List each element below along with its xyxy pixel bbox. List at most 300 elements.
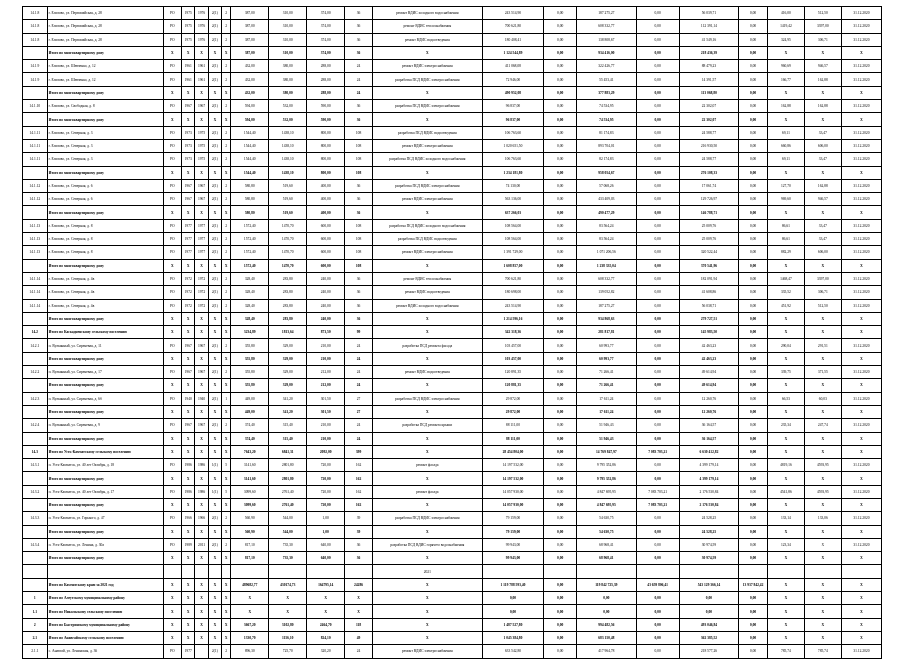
table-cell: 31.12.2020	[841, 153, 881, 166]
table-cell: X	[222, 405, 231, 418]
table-cell: 430174,73	[269, 578, 307, 591]
table-cell: 24	[345, 379, 373, 392]
table-cell: 640,00	[307, 552, 345, 565]
table-cell: 120 891,35	[482, 366, 544, 379]
table-cell: 0,00	[636, 259, 679, 272]
table-cell: 5	[222, 485, 231, 498]
table-cell: 544,00	[269, 525, 307, 538]
table-cell: X	[195, 352, 208, 365]
table-cell: г. Елизово, ул. Свободная, д. 8	[47, 100, 163, 113]
table-cell: X	[804, 113, 841, 126]
table-cell: X	[195, 166, 208, 179]
table-cell: X	[767, 113, 804, 126]
table-cell: 0,00	[636, 631, 679, 644]
table-cell: X	[372, 206, 482, 219]
table-cell: 3141,60	[231, 472, 269, 485]
table-cell: X	[222, 472, 231, 485]
table-cell: 0,00	[636, 352, 679, 365]
table-cell: 14.1.8	[23, 7, 48, 20]
table-cell: 2021	[372, 565, 482, 578]
table-row	[23, 565, 882, 578]
table-cell: X	[372, 432, 482, 445]
table-cell: разработка ПСД ВДИС электроснабжения	[372, 73, 482, 86]
table-cell	[231, 565, 269, 578]
table-cell: 329,00	[269, 379, 307, 392]
table-cell: г. Елизово, ул. Шевченко, д. 12	[47, 60, 163, 73]
table-cell: 2(1)	[208, 366, 221, 379]
table-cell: РО	[163, 153, 181, 166]
table-cell: 4593,95	[804, 485, 841, 498]
table-cell: 532,00	[269, 113, 307, 126]
table-cell: 0,00	[636, 286, 679, 299]
table-cell: разработка ПСД ремонта фасада	[372, 339, 482, 352]
table-cell: 31.12.2020	[841, 246, 881, 259]
table-cell: 288,00	[307, 60, 345, 73]
table-cell: 817,10	[231, 552, 269, 565]
table-cell: 2(1)	[208, 512, 221, 525]
table-cell: 934 416,00	[577, 46, 637, 59]
table-cell: 14 769 847,97	[577, 445, 637, 458]
table-cell: X	[163, 326, 181, 339]
table-cell: 328,40	[231, 312, 269, 325]
table-cell: 1967	[182, 339, 195, 352]
table-cell: 2	[222, 7, 231, 20]
table-cell: X	[163, 312, 181, 325]
table-cell: РО	[163, 193, 181, 206]
table-cell: 0,00	[544, 219, 577, 232]
table-cell: 120 881,35	[482, 379, 544, 392]
table-row	[23, 339, 882, 352]
table-cell: X	[195, 326, 208, 339]
table-cell: 96 837,00	[482, 113, 544, 126]
table-cell: 31.12.2020	[841, 512, 881, 525]
table-cell: 0,00	[739, 193, 768, 206]
table-cell: 36	[345, 272, 373, 285]
table-cell: X	[163, 578, 181, 591]
table-cell: разработка ПСД ВДИС горячего водоснабжения	[372, 538, 482, 551]
table-cell: 0,00	[739, 46, 768, 59]
table-cell: 14.2.3	[23, 392, 48, 405]
table-row	[23, 392, 882, 405]
table-cell: с. Анавгай, ул. Ленинская, д. 36	[47, 645, 163, 658]
table-row	[23, 618, 882, 631]
table-cell: X	[804, 259, 841, 272]
table-cell: X	[222, 113, 231, 126]
table-cell: 9 795 352,86	[577, 472, 637, 485]
table-cell: X	[182, 352, 195, 365]
table-cell: 24	[345, 419, 373, 432]
table-cell: 2	[222, 233, 231, 246]
table-cell: X	[208, 525, 221, 538]
table-cell: Итого по Усть-Камчатскому сельскому поселению	[47, 445, 163, 458]
table-cell: 563 136,00	[482, 193, 544, 206]
table-cell: 1 020 651,50	[482, 139, 544, 152]
table-cell	[47, 565, 163, 578]
table-cell: 1940	[182, 392, 195, 405]
table-cell: X	[208, 592, 221, 605]
table-cell: 2(1)	[208, 286, 221, 299]
table-cell: 281 817,81	[577, 326, 637, 339]
table-cell: 3141,60	[231, 459, 269, 472]
table-cell: X	[195, 592, 208, 605]
table-cell: 0,00	[544, 631, 577, 644]
table-cell: 0,00	[739, 392, 768, 405]
table-cell: 0,00	[544, 578, 577, 591]
table-cell: г. Елизово, ул. Северная, д. 6	[47, 193, 163, 206]
table-row	[23, 552, 882, 565]
table-cell: 82 174,83	[577, 153, 637, 166]
table-cell: 0,00	[739, 459, 768, 472]
table-cell: 0,00	[544, 445, 577, 458]
table-cell: 1989	[182, 538, 195, 551]
table-cell: РО	[163, 538, 181, 551]
table-cell	[23, 565, 48, 578]
table-cell: X	[208, 631, 221, 644]
table-cell: 0,00	[544, 405, 577, 418]
table-cell: 243 514,90	[482, 299, 544, 312]
table-cell: ремонт ВДИС электроснабжения	[372, 60, 482, 73]
table-cell: г. Елизово, ул. Северная, д. 3	[47, 139, 163, 152]
table-cell: 2	[222, 100, 231, 113]
table-cell: 0,00	[739, 405, 768, 418]
table-cell: 339,75	[767, 366, 804, 379]
table-cell	[23, 472, 48, 485]
table-row	[23, 432, 882, 445]
table-cell: Итого по многоквартирному дому	[47, 498, 163, 511]
table-cell: 785,74	[767, 645, 804, 658]
table-cell: 31.12.2020	[841, 392, 881, 405]
table-cell: X	[208, 352, 221, 365]
table-cell: 24	[345, 645, 373, 658]
table-cell: 800,00	[307, 166, 345, 179]
table-cell: 896,30	[231, 645, 269, 658]
table-cell: X	[767, 432, 804, 445]
table-cell: X	[841, 352, 881, 365]
table-cell: 1967	[182, 366, 195, 379]
table-cell: 2	[222, 366, 231, 379]
table-cell: 519,60	[269, 193, 307, 206]
table-cell: 7 083 703,21	[636, 498, 679, 511]
table-cell: 2(1)	[208, 33, 221, 46]
table-cell: ремонт ВДИС электроснабжения	[372, 139, 482, 152]
table-cell: 0,00	[739, 100, 768, 113]
table-cell: г. Елизово, ул. Северная, д. 6	[47, 179, 163, 192]
table-cell: 180 408,41	[482, 33, 544, 46]
table-cell: X	[372, 326, 482, 339]
table-cell: 0,00	[544, 206, 577, 219]
table-cell: ремонт ВДИС электроснабжения	[372, 193, 482, 206]
table-cell: г. Елизово, ул. Северная, д. 8	[47, 233, 163, 246]
table-cell: 22 302,07	[679, 100, 739, 113]
table-cell: 4593,95	[804, 459, 841, 472]
table-row	[23, 512, 882, 525]
table-cell: ремонт ВДИС водоотведения	[372, 366, 482, 379]
table-cell: 0,00	[636, 7, 679, 20]
table-cell: 417 964,78	[577, 645, 637, 658]
table-cell: 276 108,33	[679, 166, 739, 179]
table-cell: 0,00	[544, 339, 577, 352]
table-cell: X	[222, 631, 231, 644]
table-cell: 400,00	[307, 193, 345, 206]
table-row	[23, 126, 882, 139]
table-cell: 1972	[182, 286, 195, 299]
table-cell: 873,50	[307, 326, 345, 339]
table-cell	[23, 432, 48, 445]
table-cell: 36	[345, 538, 373, 551]
table-cell: 560,90	[231, 525, 269, 538]
table-cell: 0,00	[739, 525, 768, 538]
table-cell: 817,10	[231, 538, 269, 551]
table-cell: 1972	[182, 299, 195, 312]
table-cell: 60 993,77	[577, 352, 637, 365]
table-cell: 0,00	[482, 592, 544, 605]
table-cell: 0,00	[636, 366, 679, 379]
table-cell: РО	[163, 219, 181, 232]
table-cell: 0,00	[544, 126, 577, 139]
table-cell: Итого по Никольскому сельскому поселению	[47, 605, 163, 618]
table-cell: 0,00	[636, 139, 679, 152]
table-cell: 544,00	[269, 512, 307, 525]
table-cell	[23, 578, 48, 591]
table-cell: 28 454 804,00	[482, 445, 544, 458]
table-cell: 0,00	[739, 86, 768, 99]
table-cell: Итого по многоквартирному дому	[47, 525, 163, 538]
table-cell: X	[195, 445, 208, 458]
table-cell: 36	[345, 33, 373, 46]
table-cell: РО	[163, 299, 181, 312]
table-cell: 0,00	[544, 592, 577, 605]
table-cell: г. Елизово, ул. Северная, д. 3	[47, 153, 163, 166]
table-cell: 0,00	[636, 512, 679, 525]
table-cell: 994 482,56	[577, 618, 637, 631]
table-cell: разработка ПСД ремонта крыши	[372, 419, 482, 432]
table-row	[23, 73, 882, 86]
table-cell: 14.2.1	[23, 339, 48, 352]
table-cell: 0,00	[739, 233, 768, 246]
table-cell: 329,00	[269, 352, 307, 365]
table-cell: X	[841, 379, 881, 392]
table-cell: 14.1.13	[23, 246, 48, 259]
table-cell: 1975	[182, 20, 195, 33]
table-cell: 0,00	[679, 592, 739, 605]
table-cell: 56 039,71	[679, 7, 739, 20]
table-cell: X	[208, 432, 221, 445]
table-cell: 355,80	[231, 352, 269, 365]
table-cell: X	[804, 86, 841, 99]
table-cell: 399	[345, 445, 373, 458]
table-cell: X	[767, 46, 804, 59]
table-cell: X	[222, 525, 231, 538]
table-cell: 2(1)	[208, 272, 221, 285]
table-cell: 86,61	[767, 233, 804, 246]
table-row	[23, 206, 882, 219]
table-cell: X	[222, 618, 231, 631]
table-cell: 31.12.2020	[841, 419, 881, 432]
table-cell: 2	[222, 139, 231, 152]
table-cell: г. Елизово, ул. Северная, д. 8	[47, 246, 163, 259]
table-cell	[195, 565, 208, 578]
table-cell: г. Елизово, ул. Первомайская, д. 28	[47, 33, 163, 46]
table-cell: 164795,14	[307, 578, 345, 591]
table-cell: 640,00	[307, 538, 345, 551]
table-cell: X	[269, 605, 307, 618]
table-cell: 1977	[195, 246, 208, 259]
table-row	[23, 312, 882, 325]
table-cell	[841, 565, 881, 578]
table-cell: 0,00	[739, 126, 768, 139]
table-cell: 31.12.2020	[841, 272, 881, 285]
table-cell: 301,50	[307, 405, 345, 418]
table-cell: 283,80	[269, 272, 307, 285]
table-cell: 1544,40	[231, 126, 269, 139]
table-cell: 0,00	[636, 312, 679, 325]
table-cell: X	[231, 605, 269, 618]
table-cell: 824,10	[307, 631, 345, 644]
table-cell: 31.12.2020	[841, 193, 881, 206]
table-cell: X	[767, 206, 804, 219]
table-cell: 291,51	[804, 339, 841, 352]
table-cell: 1(1)	[208, 459, 221, 472]
table-cell: 24	[345, 432, 373, 445]
table-cell: 800,00	[307, 153, 345, 166]
table-cell: РО	[163, 73, 181, 86]
table-cell: X	[372, 379, 482, 392]
table-cell: X	[767, 166, 804, 179]
table-cell: 1972	[195, 272, 208, 285]
table-cell: 0,00	[739, 419, 768, 432]
table-cell: 1961	[182, 73, 195, 86]
table-cell: 1,00	[307, 512, 345, 525]
table-cell: 1977	[182, 246, 195, 259]
table-cell: 1977	[182, 219, 195, 232]
table-cell: 88 111,00	[482, 419, 544, 432]
table-cell: 543 129 366,14	[679, 578, 739, 591]
table-cell: Итого по многоквартирному дому	[47, 259, 163, 272]
table-cell: 1544,40	[231, 166, 269, 179]
table-cell: 14.3.4	[23, 538, 48, 551]
table-cell: 2(1)	[208, 73, 221, 86]
table-cell: 0,00	[739, 7, 768, 20]
table-cell: X	[195, 578, 208, 591]
table-cell: X	[195, 206, 208, 219]
table-cell: 283,80	[269, 299, 307, 312]
table-cell: 594,00	[231, 113, 269, 126]
table-cell: X	[163, 113, 181, 126]
table-cell: 580,80	[231, 179, 269, 192]
table-cell: 2	[222, 645, 231, 658]
table-cell: X	[222, 259, 231, 272]
table-cell: 0,00	[636, 193, 679, 206]
table-cell: X	[372, 552, 482, 565]
table-cell: X	[372, 605, 482, 618]
table-cell: X	[222, 352, 231, 365]
table-cell: X	[841, 592, 881, 605]
table-cell: 1 391 729,00	[482, 246, 544, 259]
table-cell: 4 847 695,95	[577, 498, 637, 511]
table-cell: 14.3.1	[23, 459, 48, 472]
table-cell: 0,00	[544, 233, 577, 246]
table-cell: 6 630 412,82	[679, 445, 739, 458]
table-cell: п. Вулканный, ул. Сиреневая, д. 17	[47, 366, 163, 379]
table-cell: 493 046,84	[679, 618, 739, 631]
table-cell: 0,00	[739, 352, 768, 365]
table-cell: X	[208, 618, 221, 631]
table-cell	[23, 46, 48, 59]
table-cell: 39	[345, 525, 373, 538]
table-cell: РО	[163, 126, 181, 139]
table-cell: 720,00	[307, 459, 345, 472]
table-cell: X	[208, 259, 221, 272]
table-cell: X	[804, 166, 841, 179]
table-cell: 3099,60	[231, 498, 269, 511]
table-cell: 2(1)	[208, 339, 221, 352]
table-cell: X	[841, 605, 881, 618]
table-cell: X	[767, 525, 804, 538]
table-cell: 31.12.2020	[841, 7, 881, 20]
table-cell: 30 974,59	[679, 538, 739, 551]
table-cell: 68 968,41	[577, 552, 637, 565]
table-cell: 411 068,08	[482, 60, 544, 73]
table-cell: X	[767, 86, 804, 99]
table-row	[23, 299, 882, 312]
table-cell: Итого по Камчатскому краю за 2021 год	[47, 578, 163, 591]
table-cell: 212,00	[307, 366, 345, 379]
table-cell: 36	[345, 46, 373, 59]
table-cell: 0,00	[544, 46, 577, 59]
table-cell: 51 946,43	[577, 419, 637, 432]
table-cell	[222, 565, 231, 578]
table-cell: X	[372, 445, 482, 458]
table-cell: 2464,70	[307, 618, 345, 631]
table-cell: 600,00	[307, 219, 345, 232]
table-cell: 0,00	[636, 233, 679, 246]
table-row	[23, 286, 882, 299]
table-cell: X	[208, 312, 221, 325]
table-cell: 29 872,00	[482, 405, 544, 418]
table-row	[23, 246, 882, 259]
table-cell: 36 164,57	[679, 419, 739, 432]
table-cell: X	[767, 618, 804, 631]
table-cell: 187 275,27	[577, 7, 637, 20]
table-cell: X	[182, 631, 195, 644]
table-cell: 0,00	[544, 286, 577, 299]
table-cell: 590,00	[307, 113, 345, 126]
table-cell: РО	[163, 233, 181, 246]
table-cell: X	[307, 592, 345, 605]
table-cell: X	[182, 472, 195, 485]
table-row	[23, 538, 882, 551]
table-cell: 24 528,25	[679, 525, 739, 538]
table-cell: 0,00	[739, 153, 768, 166]
table-cell: 1967	[182, 419, 195, 432]
table-cell: 306,71	[804, 286, 841, 299]
table-row	[23, 139, 882, 152]
table-cell: 1 119 788 593,40	[482, 578, 544, 591]
table-cell: 1156,10	[269, 631, 307, 644]
table-cell: 2(1)	[208, 126, 221, 139]
table-cell: 2 176 530,84	[679, 485, 739, 498]
table-cell: 36	[345, 7, 373, 20]
table-cell: РО	[163, 419, 181, 432]
table-cell: X	[804, 405, 841, 418]
table-cell: X	[841, 113, 881, 126]
table-cell: РО	[163, 512, 181, 525]
table-cell: X	[195, 498, 208, 511]
table-cell: 633 542,80	[482, 645, 544, 658]
table-cell: 25 009,76	[679, 233, 739, 246]
table-cell: 210,00	[307, 432, 345, 445]
table-cell: X	[804, 326, 841, 339]
